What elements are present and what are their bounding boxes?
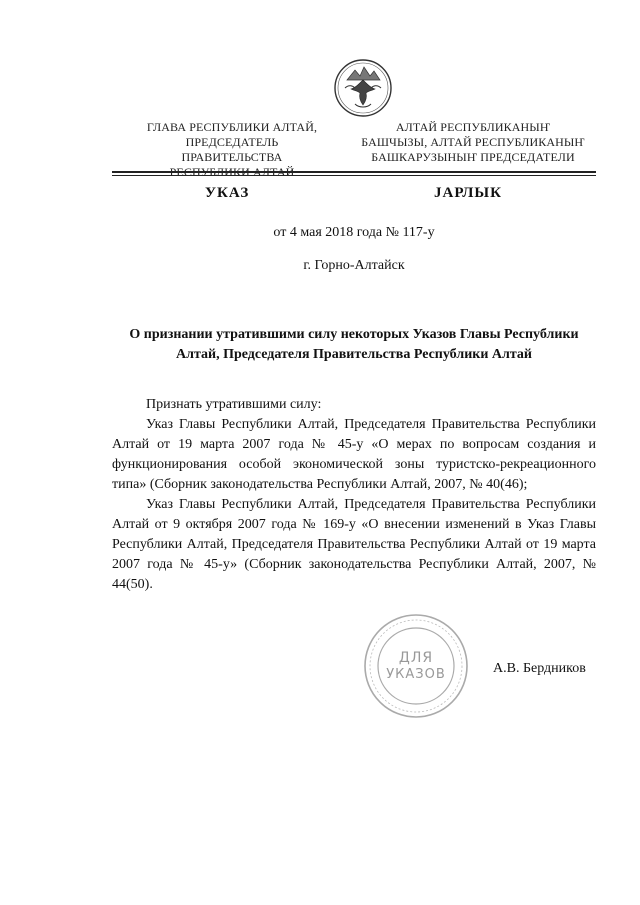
header-divider-thick <box>112 171 596 173</box>
body-item-2: Указ Главы Республики Алтай, Председателя Правительства Республики Алтай от 9 октября 2007 года № 169-у «О внесении изменений в Указ Главы Республики Алтай, Председателя Правительства Республики Алтай от 19 марта 2007 года № 45-у» (Сборник законодательства Республики Алтай, 2007, № 44(50). <box>112 497 596 592</box>
header-right-line: БАШЧЫЗЫ, АЛТАЙ РЕСПУБЛИКАНЫҤ <box>361 135 585 149</box>
header-left-line: РЕСПУБЛИКИ АЛТАЙ <box>169 165 295 179</box>
title-jarlyk: ЈАРЛЫК <box>434 185 503 201</box>
decree-city: г. Горно-Алтайск <box>303 258 405 273</box>
header-left-line: ГЛАВА РЕСПУБЛИКИ АЛТАЙ, <box>146 120 318 134</box>
header-left-line: ПРЕДСЕДАТЕЛЬ ПРАВИТЕЛЬСТВА <box>181 135 283 164</box>
decree-body <box>112 395 596 595</box>
header-right <box>357 120 589 165</box>
header-divider-thin <box>112 175 596 176</box>
header-right-line: БАШКАРУЗЫНЫҤ ПРЕДСЕДАТЕЛИ <box>371 150 575 164</box>
stamp-line-1: ДЛЯ <box>398 650 434 666</box>
decree-heading: О признании утратившими силу некоторых Указов Главы Республики Алтай, Председателя Правительства Республики Алтай <box>129 327 579 362</box>
signature-name: А.В. Бердников <box>493 661 586 676</box>
stamp-line-2: УКАЗОВ <box>386 667 446 682</box>
body-item-1: Указ Главы Республики Алтай, Председателя Правительства Республики Алтай от 19 марта 2007 года № 45-у «О мерах по вопросам создания и функционирования особой экономической зоны туристско-рекреационного типа» (Сборник законодательства Республики Алтай, 2007, № 40(46); <box>112 417 596 492</box>
header-right-line: АЛТАЙ РЕСПУБЛИКАНЫҤ <box>395 120 551 134</box>
coat-of-arms-emblem <box>333 58 393 118</box>
title-ukaz: УКАЗ <box>205 185 250 201</box>
body-intro: Признать утратившими силу: <box>146 397 322 412</box>
official-stamp <box>362 612 470 720</box>
decree-date-number: от 4 мая 2018 года № 117-у <box>273 225 435 240</box>
